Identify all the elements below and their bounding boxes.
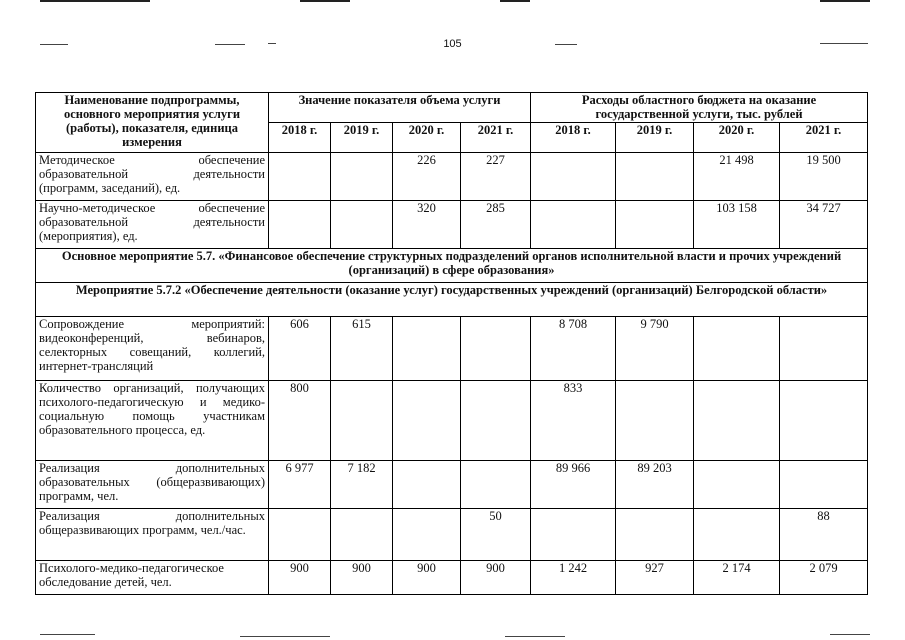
scan-artifact [240, 636, 330, 637]
volume-cell [331, 381, 393, 461]
table-row [36, 317, 868, 381]
volume-cell [269, 153, 331, 201]
expense-cell [694, 461, 780, 509]
expense-cell: 103 158 [694, 201, 780, 249]
volume-cell: 900 [393, 561, 461, 595]
volume-cell: 7 182 [331, 461, 393, 509]
row-name: Психолого-медико-педагогическое обследование детей, чел. [36, 561, 269, 595]
row-name: Научно-методическое обеспечение образовательной деятельности (мероприятия), ед. [36, 201, 269, 249]
volume-cell: 227 [461, 153, 531, 201]
section-sub-title: Мероприятие 5.7.2 «Обеспечение деятельности (оказание услуг) государственных учреждений (организаций) Белгородской области» [36, 283, 868, 317]
header-year: 2021 г. [780, 123, 868, 153]
volume-cell [331, 509, 393, 561]
volume-cell [393, 317, 461, 381]
volume-cell: 615 [331, 317, 393, 381]
row-name: Реализация дополнительных общеразвивающих программ, чел./час. [36, 509, 269, 561]
volume-cell: 900 [331, 561, 393, 595]
expense-cell: 34 727 [780, 201, 868, 249]
volume-cell [393, 509, 461, 561]
row-name: Сопровождение мероприятий: видеоконференций, вебинаров, селекторных совещаний, коллегий, интернет-трансляций [36, 317, 269, 381]
expense-cell [616, 153, 694, 201]
volume-cell: 800 [269, 381, 331, 461]
header-name-column: Наименование подпрограммы, основного мероприятия услуги (работы), показателя, единица измерения [36, 93, 269, 153]
table-row [36, 509, 868, 561]
expense-cell: 2 174 [694, 561, 780, 595]
expense-cell: 9 790 [616, 317, 694, 381]
header-year: 2018 г. [269, 123, 331, 153]
table-row [36, 201, 868, 249]
expense-cell: 833 [531, 381, 616, 461]
page-number: 105 [443, 38, 462, 50]
expense-cell [616, 381, 694, 461]
header-year: 2020 г. [393, 123, 461, 153]
expense-cell: 88 [780, 509, 868, 561]
header-year: 2021 г. [461, 123, 531, 153]
volume-cell [331, 201, 393, 249]
scan-artifact [830, 634, 870, 635]
volume-cell: 285 [461, 201, 531, 249]
scan-artifact [40, 634, 95, 635]
table-row [36, 381, 868, 461]
expense-cell: 2 079 [780, 561, 868, 595]
expense-cell [780, 381, 868, 461]
expense-cell [780, 461, 868, 509]
header-volume-group: Значение показателя объема услуги [269, 93, 531, 123]
expense-cell [780, 317, 868, 381]
expense-cell: 21 498 [694, 153, 780, 201]
scan-artifact [505, 636, 565, 637]
volume-cell: 50 [461, 509, 531, 561]
expense-cell [531, 153, 616, 201]
expense-cell [694, 509, 780, 561]
volume-cell: 320 [393, 201, 461, 249]
expense-cell [531, 201, 616, 249]
expense-cell [694, 317, 780, 381]
volume-cell [393, 381, 461, 461]
expense-cell [616, 509, 694, 561]
volume-cell [461, 317, 531, 381]
expense-cell [531, 509, 616, 561]
volume-cell: 900 [269, 561, 331, 595]
scan-artifact [40, 0, 150, 2]
section-main-title: Основное мероприятие 5.7. «Финансовое обеспечение структурных подразделений органов исполнительной власти и прочих учреждений (организаций) в сфере образования» [36, 249, 868, 283]
volume-cell [461, 381, 531, 461]
budget-table [35, 92, 868, 595]
volume-cell [331, 153, 393, 201]
scan-artifact [300, 0, 350, 2]
header-year: 2019 г. [331, 123, 393, 153]
header-year: 2020 г. [694, 123, 780, 153]
row-name: Реализация дополнительных образовательных (общеразвивающих) программ, чел. [36, 461, 269, 509]
volume-cell [269, 509, 331, 561]
expense-cell [616, 201, 694, 249]
volume-cell [393, 461, 461, 509]
expense-cell: 8 708 [531, 317, 616, 381]
volume-cell: 606 [269, 317, 331, 381]
expense-cell: 89 966 [531, 461, 616, 509]
expense-cell: 927 [616, 561, 694, 595]
table-row [36, 561, 868, 595]
row-name: Количество организаций, получающих психолого-педагогическую и медико-социальную помощь участникам образовательного процесса, ед. [36, 381, 269, 461]
volume-cell: 6 977 [269, 461, 331, 509]
section-row [36, 249, 868, 283]
expense-cell: 1 242 [531, 561, 616, 595]
expense-cell: 19 500 [780, 153, 868, 201]
section-row [36, 283, 868, 317]
expense-cell [694, 381, 780, 461]
volume-cell [461, 461, 531, 509]
row-name: Методическое обеспечение образовательной деятельности (программ, заседаний), ед. [36, 153, 269, 201]
volume-cell: 900 [461, 561, 531, 595]
header-expense-group: Расходы областного бюджета на оказание государственной услуги, тыс. рублей [531, 93, 868, 123]
volume-cell [269, 201, 331, 249]
table-row [36, 461, 868, 509]
volume-cell: 226 [393, 153, 461, 201]
scan-artifact [820, 0, 870, 2]
scan-artifact [500, 0, 530, 2]
expense-cell: 89 203 [616, 461, 694, 509]
table-row [36, 153, 868, 201]
header-year: 2019 г. [616, 123, 694, 153]
header-year: 2018 г. [531, 123, 616, 153]
